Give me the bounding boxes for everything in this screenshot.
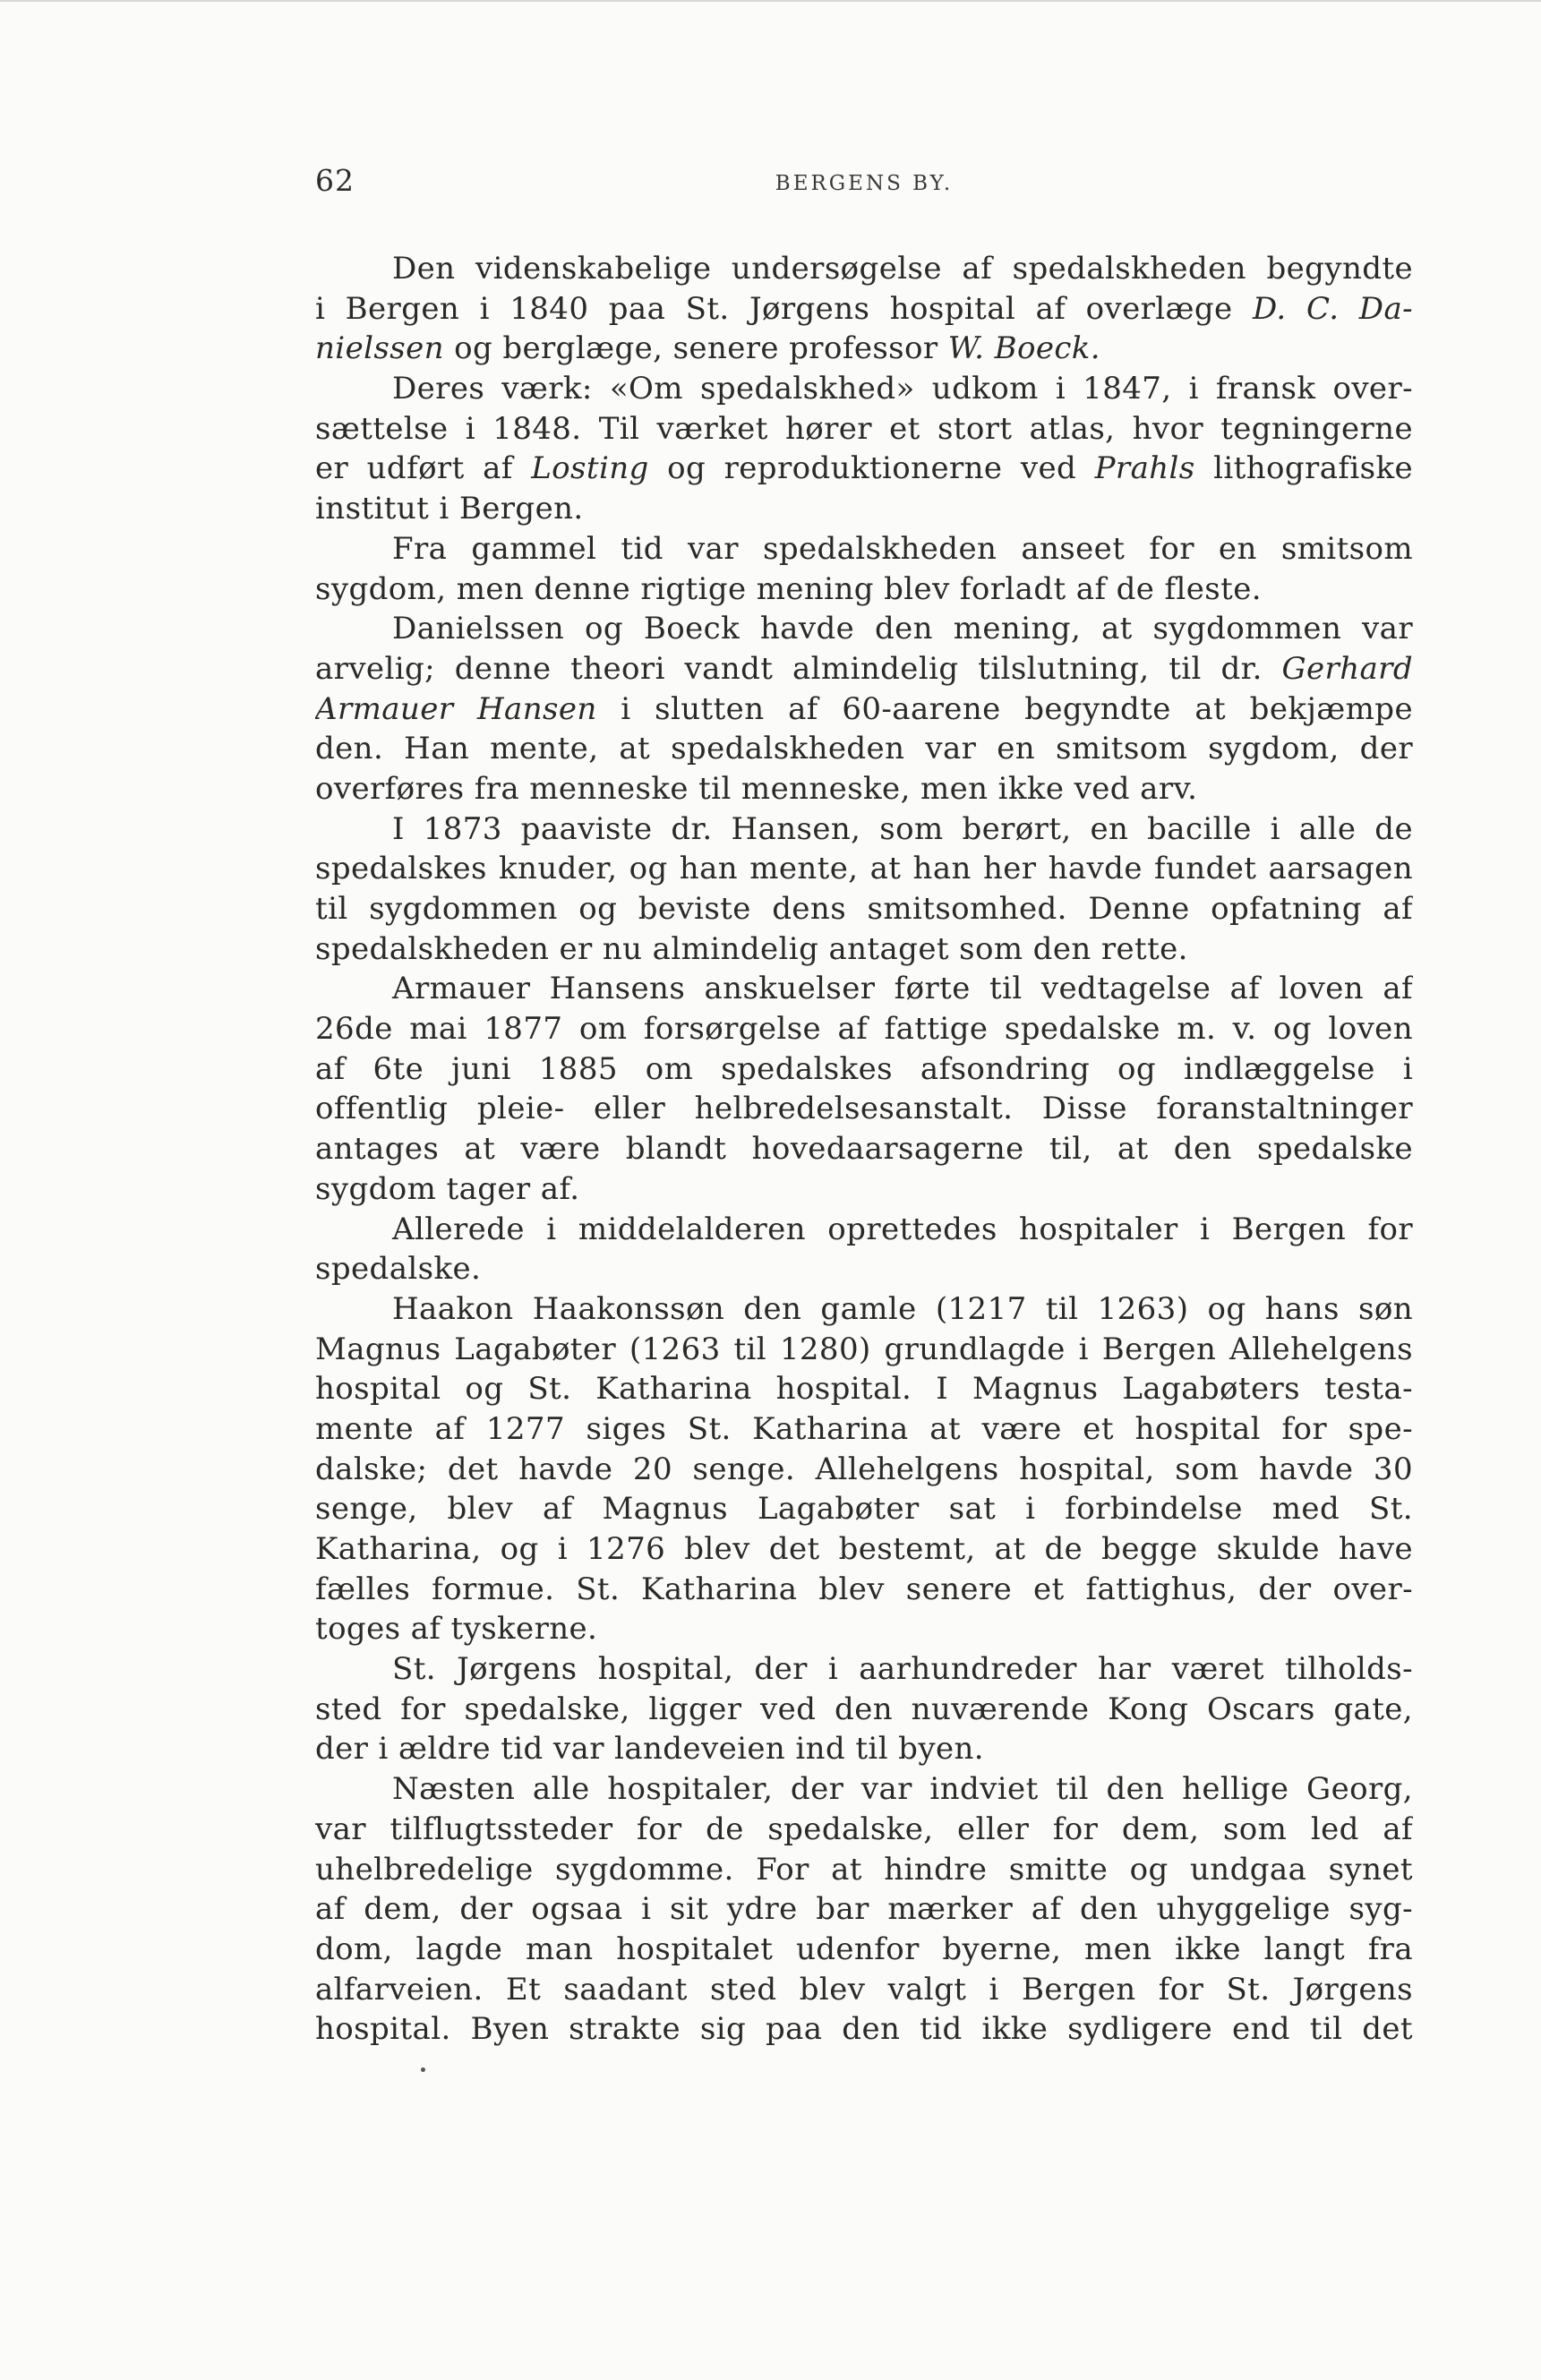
text-line: toges af tyskerne. [315,1611,598,1648]
text-line: offentlig pleie- eller helbredelsesanstalt. Disse foranstaltninger [315,1091,1413,1127]
text-line: den. Han mente, at spedalskheden var en smitsom sygdom, der [315,731,1413,767]
text-line: alfarveien. Et saadant sted blev valgt i Bergen for St. Jørgens [315,1971,1413,2008]
text-line: af dem, der ogsaa i sit ydre bar mærker af den uhyggelige syg- [315,1891,1413,1928]
text-line: Armauer Hansens anskuelser førte til vedtagelse af loven af [392,971,1413,1007]
text-line: uhelbredelige sygdomme. For at hindre smitte og undgaa synet [315,1851,1413,1888]
print-speck [421,2068,425,2072]
text-line: 26de mai 1877 om forsørgelse af fattige spedalske m. v. og loven [315,1011,1413,1048]
text-line: Næsten alle hospitaler, der var indviet til den hellige Georg, [392,1771,1413,1808]
text-line: fælles formue. St. Katharina blev senere et fattighus, der over- [315,1571,1413,1607]
running-head: BERGENS BY. [775,172,954,195]
text-line: Danielssen og Boeck havde den mening, at sygdommen var [392,611,1413,647]
text-line: Magnus Lagabøter (1263 til 1280) grundlagde i Bergen Allehelgens [315,1331,1413,1367]
text-line: spedalske. [315,1251,482,1288]
page-header [315,163,1413,213]
text-line: institut i Bergen. [315,491,584,527]
text-line: der i ældre tid var landeveien ind til byen. [315,1731,984,1768]
text-line: St. Jørgens hospital, der i aarhundreder har været tilholds- [392,1651,1413,1688]
text-line: dalske; det havde 20 senge. Allehelgens hospital, som havde 30 [315,1451,1413,1487]
text-line: spedalskheden er nu almindelig antaget som den rette. [315,930,1188,967]
text-line: spedalskes knuder, og han mente, at han her havde fundet aarsagen [315,851,1413,887]
text-line: Katharina, og i 1276 blev det bestemt, at de begge skulde have [315,1531,1413,1567]
text-line: Allerede i middelalderen oprettedes hospitaler i Bergen for [392,1211,1413,1247]
text-line: Fra gammel tid var spedalskheden anseet for en smitsom [392,530,1413,567]
text-line: Deres værk: «Om spedalskhed» udkom i 1847, i fransk over- [392,371,1413,407]
text-line: er udført af Losting og reproduktionerne ved Prahls lithografiske [315,450,1413,487]
text-line: hospital og St. Katharina hospital. I Magnus Lagabøters testa- [315,1371,1413,1408]
text-line: Den videnskabelige undersøgelse af spedalskheden begyndte [392,251,1413,287]
page-top-edge [0,0,1541,2]
text-line: senge, blev af Magnus Lagabøter sat i forbindelse med St. [315,1491,1413,1528]
page-number: 62 [315,163,355,198]
text-line: nielssen og berglæge, senere professor W. Boeck. [315,330,1101,367]
text-line: i Bergen i 1840 paa St. Jørgens hospital af overlæge D. C. Da- [315,290,1413,327]
text-line: Haakon Haakonssøn den gamle (1217 til 1263) og hans søn [392,1290,1413,1327]
text-line: I 1873 paaviste dr. Hansen, som berørt, en bacille i alle de [392,810,1413,847]
text-line: sættelse i 1848. Til værket hører et stort atlas, hvor tegningerne [315,410,1413,447]
text-line: arvelig; denne theori vandt almindelig tilslutning, til dr. Gerhard [315,650,1413,687]
text-line: sted for spedalske, ligger ved den nuværende Kong Oscars gate, [315,1691,1413,1727]
text-line: hospital. Byen strakte sig paa den tid ikke sydligere end til det [315,2011,1413,2048]
body-text [315,249,1413,2050]
text-line: dom, lagde man hospitalet udenfor byerne, men ikke langt fra [315,1931,1413,1967]
text-line: til sygdommen og beviste dens smitsomhed. Denne opfatning af [315,891,1413,927]
text-line: mente af 1277 siges St. Katharina at være et hospital for spe- [315,1410,1413,1447]
text-line: Armauer Hansen i slutten af 60-aarene begyndte at bekjæmpe [315,690,1413,727]
text-line: overføres fra menneske til menneske, men ikke ved arv. [315,770,1198,807]
text-line: var tilflugtssteder for de spedalske, eller for dem, som led af [315,1811,1413,1847]
text-line: af 6te juni 1885 om spedalskes afsondring og indlæggelse i [315,1050,1413,1087]
text-line: sygdom tager af. [315,1170,580,1207]
text-line: sygdom, men denne rigtige mening blev forladt af de fleste. [315,570,1262,607]
text-line: antages at være blandt hovedaarsagerne til, at den spedalske [315,1131,1413,1168]
